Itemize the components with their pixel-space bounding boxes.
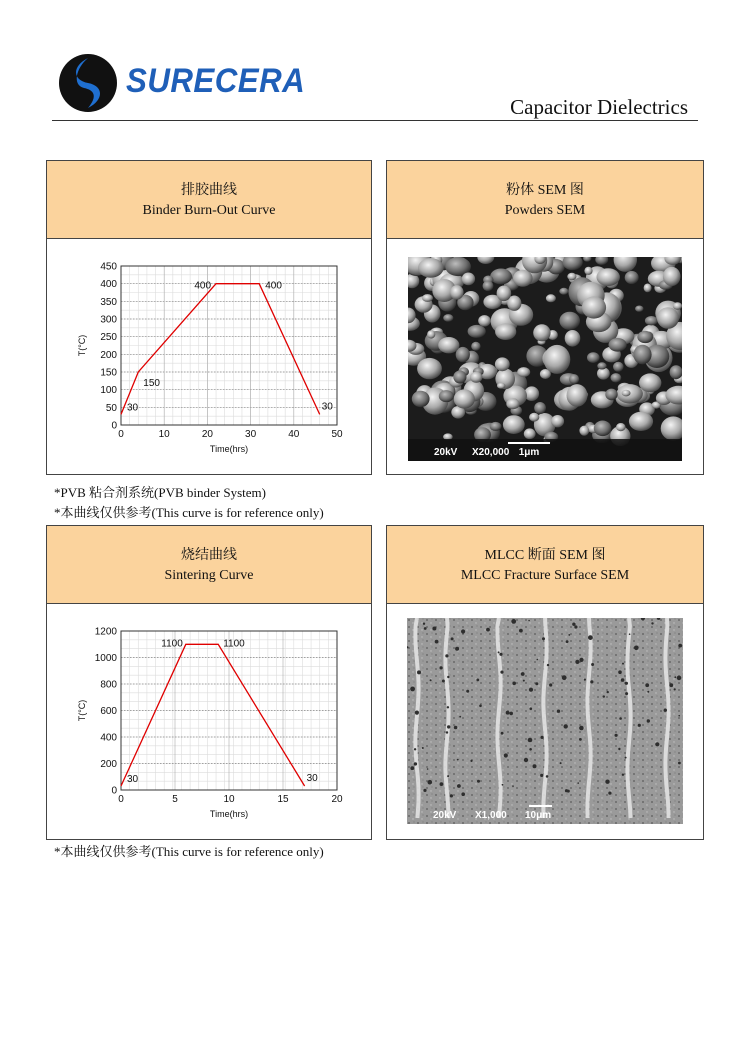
pore	[447, 775, 449, 777]
chart1-y-axis-label: T(°C)	[77, 699, 87, 722]
chart1-x-tick-label: 0	[118, 794, 124, 805]
pore	[674, 688, 676, 690]
powder-grain	[471, 342, 480, 351]
pvb-note: *PVB 粘合剂系统(PVB binder System)	[54, 485, 266, 500]
pore	[560, 762, 562, 764]
chart0-x-tick-label: 20	[201, 429, 213, 440]
pore	[477, 780, 480, 783]
powder-grain	[613, 362, 624, 372]
powder-grain	[544, 345, 571, 374]
pore	[528, 620, 530, 622]
powder-grain	[673, 302, 682, 309]
powder-grain	[567, 384, 588, 407]
powders-title-en: Powders SEM	[504, 203, 586, 218]
pore	[535, 682, 538, 685]
powders-sem-magnification: X20,000	[472, 447, 510, 458]
powder-grain	[663, 267, 681, 286]
pore	[674, 676, 676, 678]
pore	[432, 627, 436, 631]
binder-curve-panel	[46, 160, 372, 475]
pore	[442, 680, 445, 683]
pore	[579, 658, 583, 662]
pore	[577, 782, 579, 784]
pore	[440, 782, 444, 786]
pore	[565, 789, 568, 792]
pore	[445, 654, 448, 657]
mlcc-title-cn: MLCC 断面 SEM 图	[484, 548, 606, 563]
powder-grain	[495, 323, 516, 340]
chart1-y-tick-label: 600	[100, 706, 117, 717]
binder-title-en: Binder Burn-Out Curve	[142, 203, 276, 218]
chart0-x-tick-label: 30	[245, 429, 257, 440]
pore	[423, 623, 425, 625]
reference-note-1: *本曲线仅供参考(This curve is for reference only)	[54, 505, 324, 520]
pore	[562, 675, 567, 680]
pore	[638, 724, 641, 727]
powder-grain	[616, 423, 626, 431]
chart0-x-tick-label: 50	[331, 429, 343, 440]
chart0-y-tick-label: 400	[100, 279, 117, 291]
powder-grain	[490, 422, 502, 431]
mlcc-sem-scale: 10μm	[525, 810, 552, 821]
pore	[512, 785, 514, 787]
pore	[521, 672, 525, 676]
pore	[506, 711, 510, 715]
chart1-x-tick-label: 5	[172, 794, 178, 805]
chart0-annotation: 150	[143, 378, 160, 389]
pore	[568, 634, 570, 636]
powder-grain	[513, 270, 533, 287]
pore	[430, 679, 432, 681]
powder-grain	[645, 316, 658, 325]
powder-grain	[633, 345, 651, 365]
sintering-title-cn: 烧结曲线	[181, 548, 237, 563]
pore	[424, 627, 427, 630]
pore	[584, 679, 586, 681]
powder-grain	[635, 306, 643, 312]
pore	[618, 748, 620, 750]
powder-grain	[497, 286, 512, 302]
pore	[461, 629, 465, 633]
pore	[549, 683, 552, 686]
reference-note-2: *本曲线仅供参考(This curve is for reference only)	[54, 844, 324, 859]
pore	[625, 682, 628, 685]
chart1-x-axis-label: Time(hrs)	[209, 809, 249, 819]
chart1-annotation: 30	[306, 773, 318, 785]
chart0-x-tick-label: 0	[118, 429, 124, 440]
powder-grain	[438, 337, 459, 353]
mlcc-title-en: MLCC Fracture Surface SEM	[460, 568, 630, 583]
powder-grain	[478, 315, 491, 326]
pore	[603, 695, 605, 697]
pore	[500, 671, 503, 674]
chart1-y-tick-label: 1000	[94, 653, 117, 664]
chart0-y-tick-label: 450	[100, 261, 117, 273]
pore	[564, 724, 568, 728]
powder-grain	[483, 281, 494, 291]
pore	[476, 679, 479, 682]
powders-sem-kv: 20kV	[434, 447, 458, 458]
pore	[647, 691, 649, 693]
mlcc-panel-header	[387, 526, 703, 604]
pore	[504, 753, 508, 757]
mlcc-sem-kv: 20kV	[433, 810, 457, 821]
powders-sem-image	[408, 257, 682, 461]
powder-grain	[412, 391, 430, 407]
powder-grain	[534, 402, 546, 414]
pore	[512, 682, 516, 686]
powder-grain	[454, 389, 475, 408]
pore	[645, 683, 649, 687]
powders-panel-header	[387, 161, 703, 239]
brand-name: SURECERA	[126, 62, 306, 100]
pore	[629, 633, 631, 635]
pore	[625, 757, 627, 759]
pore	[530, 707, 533, 710]
pore	[423, 789, 426, 792]
pore	[529, 748, 532, 751]
powder-grain	[625, 271, 639, 284]
pore	[422, 747, 424, 749]
powder-grain	[450, 285, 464, 300]
powder-grain	[506, 399, 519, 409]
chart0-annotation: 30	[321, 401, 333, 413]
pore	[435, 640, 439, 644]
pore	[529, 688, 533, 692]
pore	[618, 670, 622, 674]
pore	[590, 680, 593, 683]
chart0-series-line	[121, 284, 320, 415]
powder-grain	[495, 357, 510, 371]
pore	[440, 666, 443, 669]
pore	[523, 680, 525, 682]
pore	[457, 784, 461, 788]
chart1-annotation: 1100	[161, 638, 183, 650]
chart0-x-tick-label: 10	[158, 429, 170, 440]
chart0-y-tick-label: 150	[100, 367, 117, 379]
pore	[428, 780, 433, 785]
powder-grain	[551, 415, 564, 427]
pore	[621, 678, 625, 682]
powder-grain	[597, 362, 606, 369]
pore	[574, 625, 577, 628]
powder-grain	[629, 412, 653, 431]
powder-grain	[565, 330, 581, 347]
pore	[509, 712, 513, 716]
pore	[524, 758, 528, 762]
powder-grain	[503, 415, 525, 434]
pore	[579, 738, 582, 741]
powder-grain	[637, 331, 653, 343]
powder-grain	[622, 390, 631, 397]
pore	[502, 784, 504, 786]
powder-grain	[529, 413, 539, 422]
powder-grain	[497, 383, 505, 389]
pore	[622, 774, 624, 776]
powders-title-cn: 粉体 SEM 图	[506, 183, 584, 198]
chart0-y-tick-label: 350	[100, 296, 117, 308]
powder-grain	[470, 372, 482, 383]
pore	[625, 692, 628, 695]
chart1-x-tick-label: 20	[331, 794, 343, 805]
pore	[410, 766, 414, 770]
powders-sem-panel	[386, 160, 704, 475]
pore	[557, 710, 560, 713]
powder-grain	[443, 314, 453, 322]
pore	[479, 705, 482, 708]
chart1-y-tick-label: 1200	[94, 626, 117, 638]
pore	[447, 725, 450, 728]
chart0-y-tick-label: 50	[105, 402, 117, 414]
pore	[546, 775, 549, 778]
powder-grain	[422, 294, 433, 302]
pore	[466, 690, 469, 693]
pore	[540, 774, 543, 777]
pore	[451, 637, 454, 640]
pore	[410, 687, 415, 692]
pore	[591, 663, 594, 666]
chart1-x-tick-label: 15	[277, 794, 289, 805]
header-divider	[52, 120, 698, 121]
chart0-x-axis-label: Time(hrs)	[209, 444, 249, 454]
pore	[459, 716, 461, 718]
chart1-series-line	[121, 644, 305, 786]
powder-grain	[567, 273, 576, 280]
pore	[499, 653, 502, 656]
powder-grain	[468, 325, 486, 338]
sintering-panel-header	[47, 526, 371, 604]
chart1-y-tick-label: 200	[100, 759, 117, 770]
chart0-annotation: 400	[265, 280, 282, 292]
pore	[542, 637, 545, 640]
powder-grain	[439, 390, 454, 402]
chart1-annotation: 30	[127, 774, 139, 786]
powder-grain	[579, 426, 589, 436]
powder-grain	[584, 267, 592, 275]
powder-grain	[611, 373, 622, 382]
powder-grain	[462, 273, 475, 286]
pore	[450, 794, 453, 797]
pore	[547, 664, 549, 666]
powder-grain	[533, 324, 550, 341]
chart1-x-tick-label: 10	[223, 794, 235, 805]
chart0-x-tick-label: 40	[288, 429, 300, 440]
powder-grain	[670, 365, 682, 379]
pore	[415, 711, 419, 715]
pore	[486, 628, 490, 632]
powder-grain	[594, 421, 612, 437]
powder-grain	[559, 288, 568, 295]
sintering-curve-panel	[46, 525, 372, 840]
pore	[634, 646, 639, 651]
powder-grain	[546, 294, 556, 302]
powder-grain	[657, 307, 679, 329]
pore	[678, 715, 680, 717]
pore	[608, 792, 611, 795]
pore	[470, 760, 472, 762]
powder-grain	[569, 374, 579, 384]
powder-grain	[582, 296, 606, 318]
surecera-logo-icon	[58, 52, 118, 114]
pore	[619, 717, 622, 720]
chart1-annotation: 1100	[223, 638, 245, 650]
binder-panel-header	[47, 161, 371, 239]
pore	[572, 623, 575, 626]
powders-sem-scale: 1μm	[518, 447, 540, 458]
pore	[669, 683, 673, 687]
pore	[501, 732, 504, 735]
chart1-y-tick-label: 0	[111, 785, 117, 797]
pore	[454, 726, 458, 730]
pore	[664, 709, 667, 712]
chart0-y-tick-label: 300	[100, 314, 117, 326]
pore	[588, 635, 593, 640]
pore	[447, 676, 449, 678]
pore	[417, 670, 421, 674]
chart0-y-tick-label: 250	[100, 332, 117, 344]
pore	[566, 640, 569, 643]
binder-burnout-chart	[47, 241, 371, 475]
binder-title-cn: 排胶曲线	[181, 183, 237, 198]
powder-grain	[597, 268, 620, 286]
powder-grain	[427, 330, 435, 338]
pore	[541, 736, 544, 739]
pore	[446, 731, 448, 733]
pore	[615, 734, 618, 737]
pore	[651, 622, 653, 624]
pore	[677, 676, 682, 681]
chart0-y-axis-label: T(°C)	[77, 334, 87, 357]
chart0-annotation: 30	[127, 402, 139, 414]
powder-grain	[559, 312, 580, 330]
document-title: Capacitor Dielectrics	[510, 95, 688, 119]
powder-grain	[605, 389, 617, 401]
pore	[678, 644, 682, 648]
pore	[447, 706, 449, 708]
pore	[511, 619, 516, 624]
pore	[519, 629, 523, 633]
chart1-y-tick-label: 400	[100, 732, 117, 744]
powder-grain	[453, 371, 466, 384]
mlcc-sem-panel	[386, 525, 704, 840]
pore	[414, 762, 417, 765]
powder-grain	[639, 373, 661, 392]
chart0-y-tick-label: 100	[100, 385, 117, 397]
powder-grain	[587, 352, 600, 363]
powder-grain	[417, 358, 442, 379]
pore	[579, 726, 584, 731]
chart1-y-tick-label: 800	[100, 679, 117, 691]
pore	[605, 780, 609, 784]
pore	[678, 762, 681, 765]
pore	[498, 651, 500, 653]
mlcc-sem-image	[407, 618, 683, 824]
pore	[575, 660, 579, 664]
pore	[537, 659, 539, 661]
chart0-y-tick-label: 0	[111, 420, 117, 432]
pore	[528, 738, 533, 743]
pore	[647, 719, 650, 722]
powder-grain	[609, 338, 627, 352]
pore	[655, 742, 659, 746]
chart0-y-tick-label: 200	[100, 349, 117, 361]
pore	[461, 792, 465, 796]
powder-grain	[490, 269, 512, 285]
powder-grain	[644, 284, 652, 293]
powder-grain	[524, 428, 536, 439]
pore	[533, 764, 537, 768]
sintering-chart	[47, 606, 371, 840]
chart0-annotation: 400	[194, 280, 212, 292]
powder-grain	[517, 367, 530, 377]
pore	[414, 748, 416, 750]
pore	[622, 663, 624, 665]
sintering-title-en: Sintering Curve	[164, 568, 254, 583]
pore	[427, 768, 429, 770]
mlcc-sem-magnification: X1,000	[475, 810, 507, 821]
pore	[607, 691, 609, 693]
pore	[457, 759, 459, 761]
powder-grain	[418, 258, 444, 278]
pore	[455, 647, 459, 651]
